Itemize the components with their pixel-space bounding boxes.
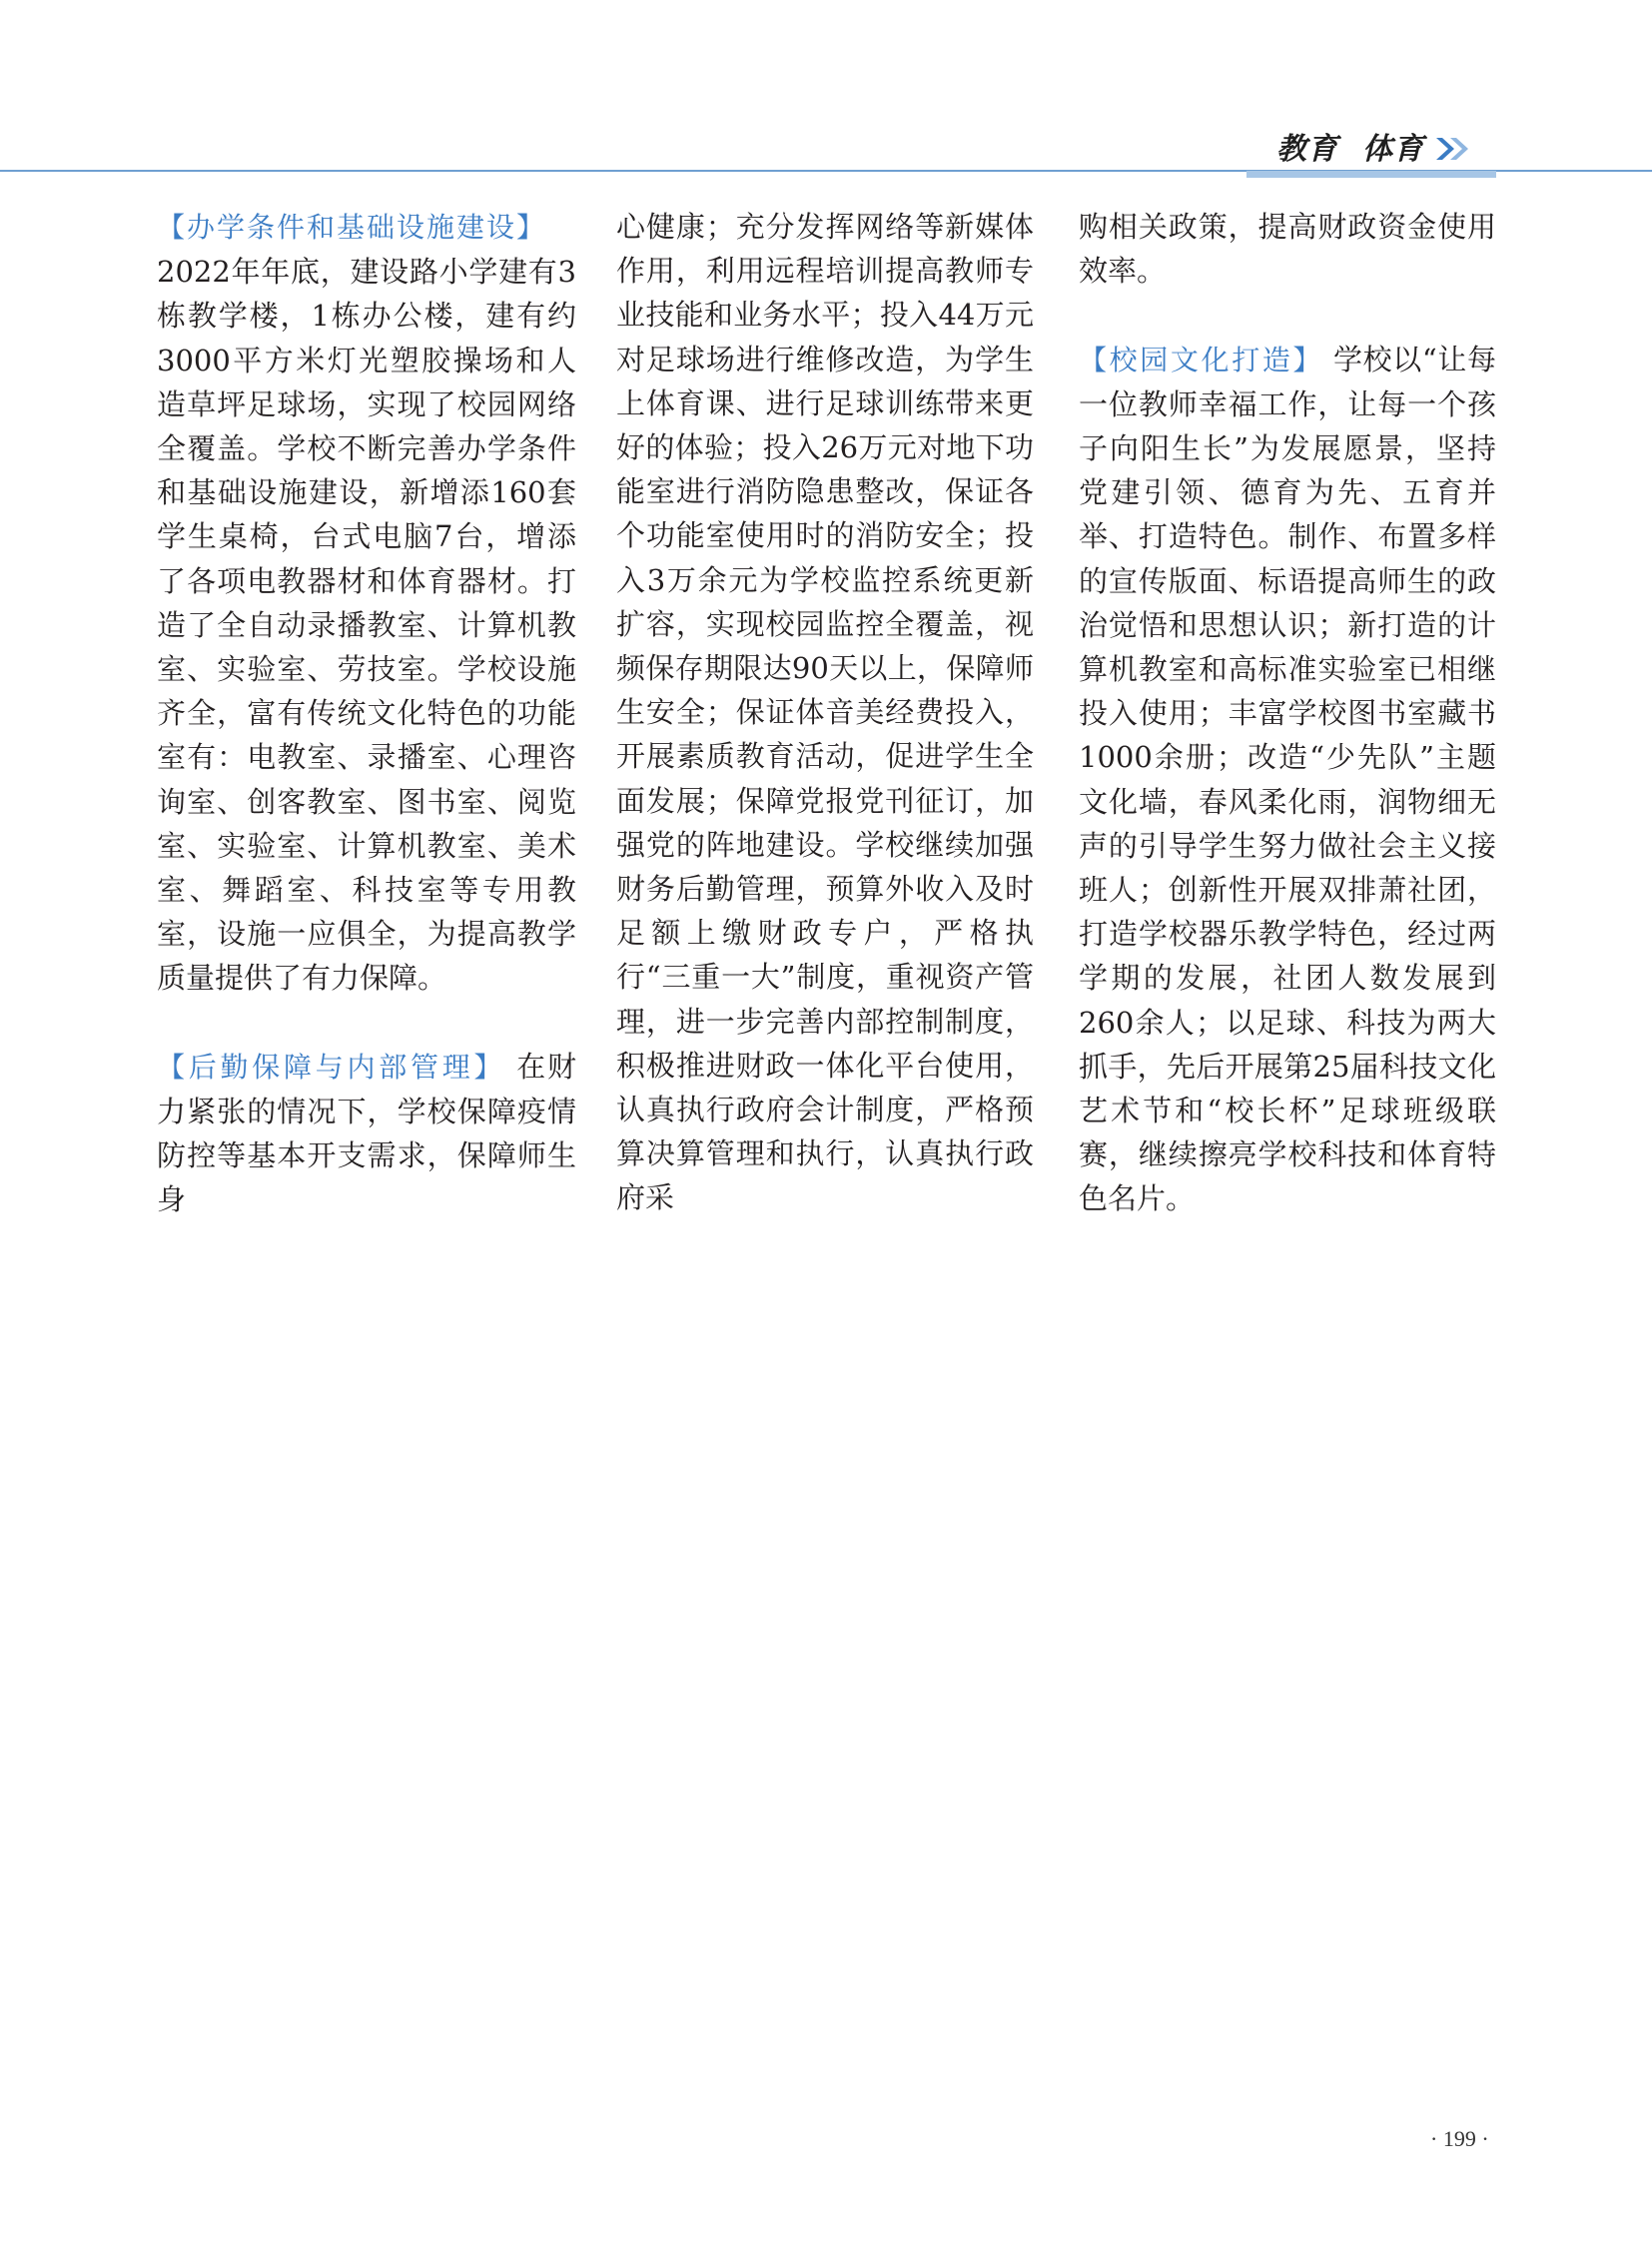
section-body-facilities: 2022年年底，建设路小学建有3栋教学楼，1栋办公楼，建有约3000平方米灯光塑胶操场和人造草坪足球场，实现了校园网络全覆盖。学校不断完善办学条件和基础设施建设，新增添160套学生桌椅，台式电脑7台，增添了各项电教器材和体育器材。打造了全自动录播教室、计算机教室、实验室、劳技室。学校设施齐全，富有传统文化特色的功能室有：电教室、录播室、心理咨询室、创客教室、图书室、阅览室、实验室、计算机教室、美术室、舞蹈室、科技室等专用教室，设施一应俱全，为提高教学质量提供了有力保障。 <box>157 255 576 996</box>
section-1 <box>157 205 576 1001</box>
double-chevron-icon <box>1434 134 1474 164</box>
section-heading-logistics: 【后勤保障与内部管理】 <box>157 1050 506 1084</box>
page-number: · 199 · <box>1430 2126 1489 2151</box>
section-body-logistics-part1: 在财力紧张的情况下，学校保障疫情防控等基本开支需求，保障师生身 <box>157 1049 576 1217</box>
section-heading-culture: 【校园文化打造】 <box>1079 343 1324 376</box>
running-header <box>1276 124 1424 168</box>
section-2-start <box>157 1045 576 1222</box>
section-2-end <box>1079 205 1496 293</box>
header-section-b: 体育 <box>1362 132 1424 167</box>
text-column-3 <box>1079 205 1496 1221</box>
section-body-logistics-part2: 心健康；充分发挥网络等新媒体作用，利用远程培训提高教师专业技能和业务水平；投入44万元对足球场进行维修改造，为学生上体育课、进行足球训练带来更好的体验；投入26万元对地下功能室进行消防隐患整改，保证各个功能室使用时的消防安全；投入3万余元为学校监控系统更新扩容，实现校园监控全覆盖，视频保存期限达90天以上，保障师生安全；保证体音美经费投入，开展素质教育活动，促进学生全面发展；保障党报党刊征订，加强党的阵地建设。学校继续加强财务后勤管理，预算外收入及时足额上缴财政专户，严格执行“三重一大”制度，重视资产管理，进一步完善内部控制制度，积极推进财政一体化平台使用，认真执行政府会计制度，严格预算决算管理和执行，认真执行政府采 <box>616 210 1034 1215</box>
section-body-culture: 学校以“让每一位教师幸福工作，让每一个孩子向阳生长”为发展愿景，坚持党建引领、德育为先、五育并举、打造特色。制作、布置多样的宣传版面、标语提高师生的政治觉悟和思想认识；新打造的计算机教室和高标准实验室已相继投入使用；丰富学校图书室藏书1000余册；改造“少先队”主题文化墙，春风柔化雨，润物细无声的引导学生努力做社会主义接班人；创新性开展双排萧社团，打造学校器乐教学特色，经过两学期的发展，社团人数发展到260余人；以足球、科技为两大抓手，先后开展第25届科技文化艺术节和“校长杯”足球班级联赛，继续擦亮学校科技和体育特色名片。 <box>1079 342 1496 1216</box>
section-heading-facilities: 【办学条件和基础设施建设】 <box>157 211 547 244</box>
section-3 <box>1079 338 1496 1221</box>
text-column-1 <box>157 205 576 1222</box>
text-column-2 <box>616 205 1034 1220</box>
section-body-logistics-part3: 购相关政策，提高财政资金使用效率。 <box>1079 210 1496 289</box>
header-tab-bar <box>1246 171 1496 178</box>
header-section-a: 教育 <box>1276 132 1338 167</box>
section-2-continued <box>616 205 1034 1220</box>
